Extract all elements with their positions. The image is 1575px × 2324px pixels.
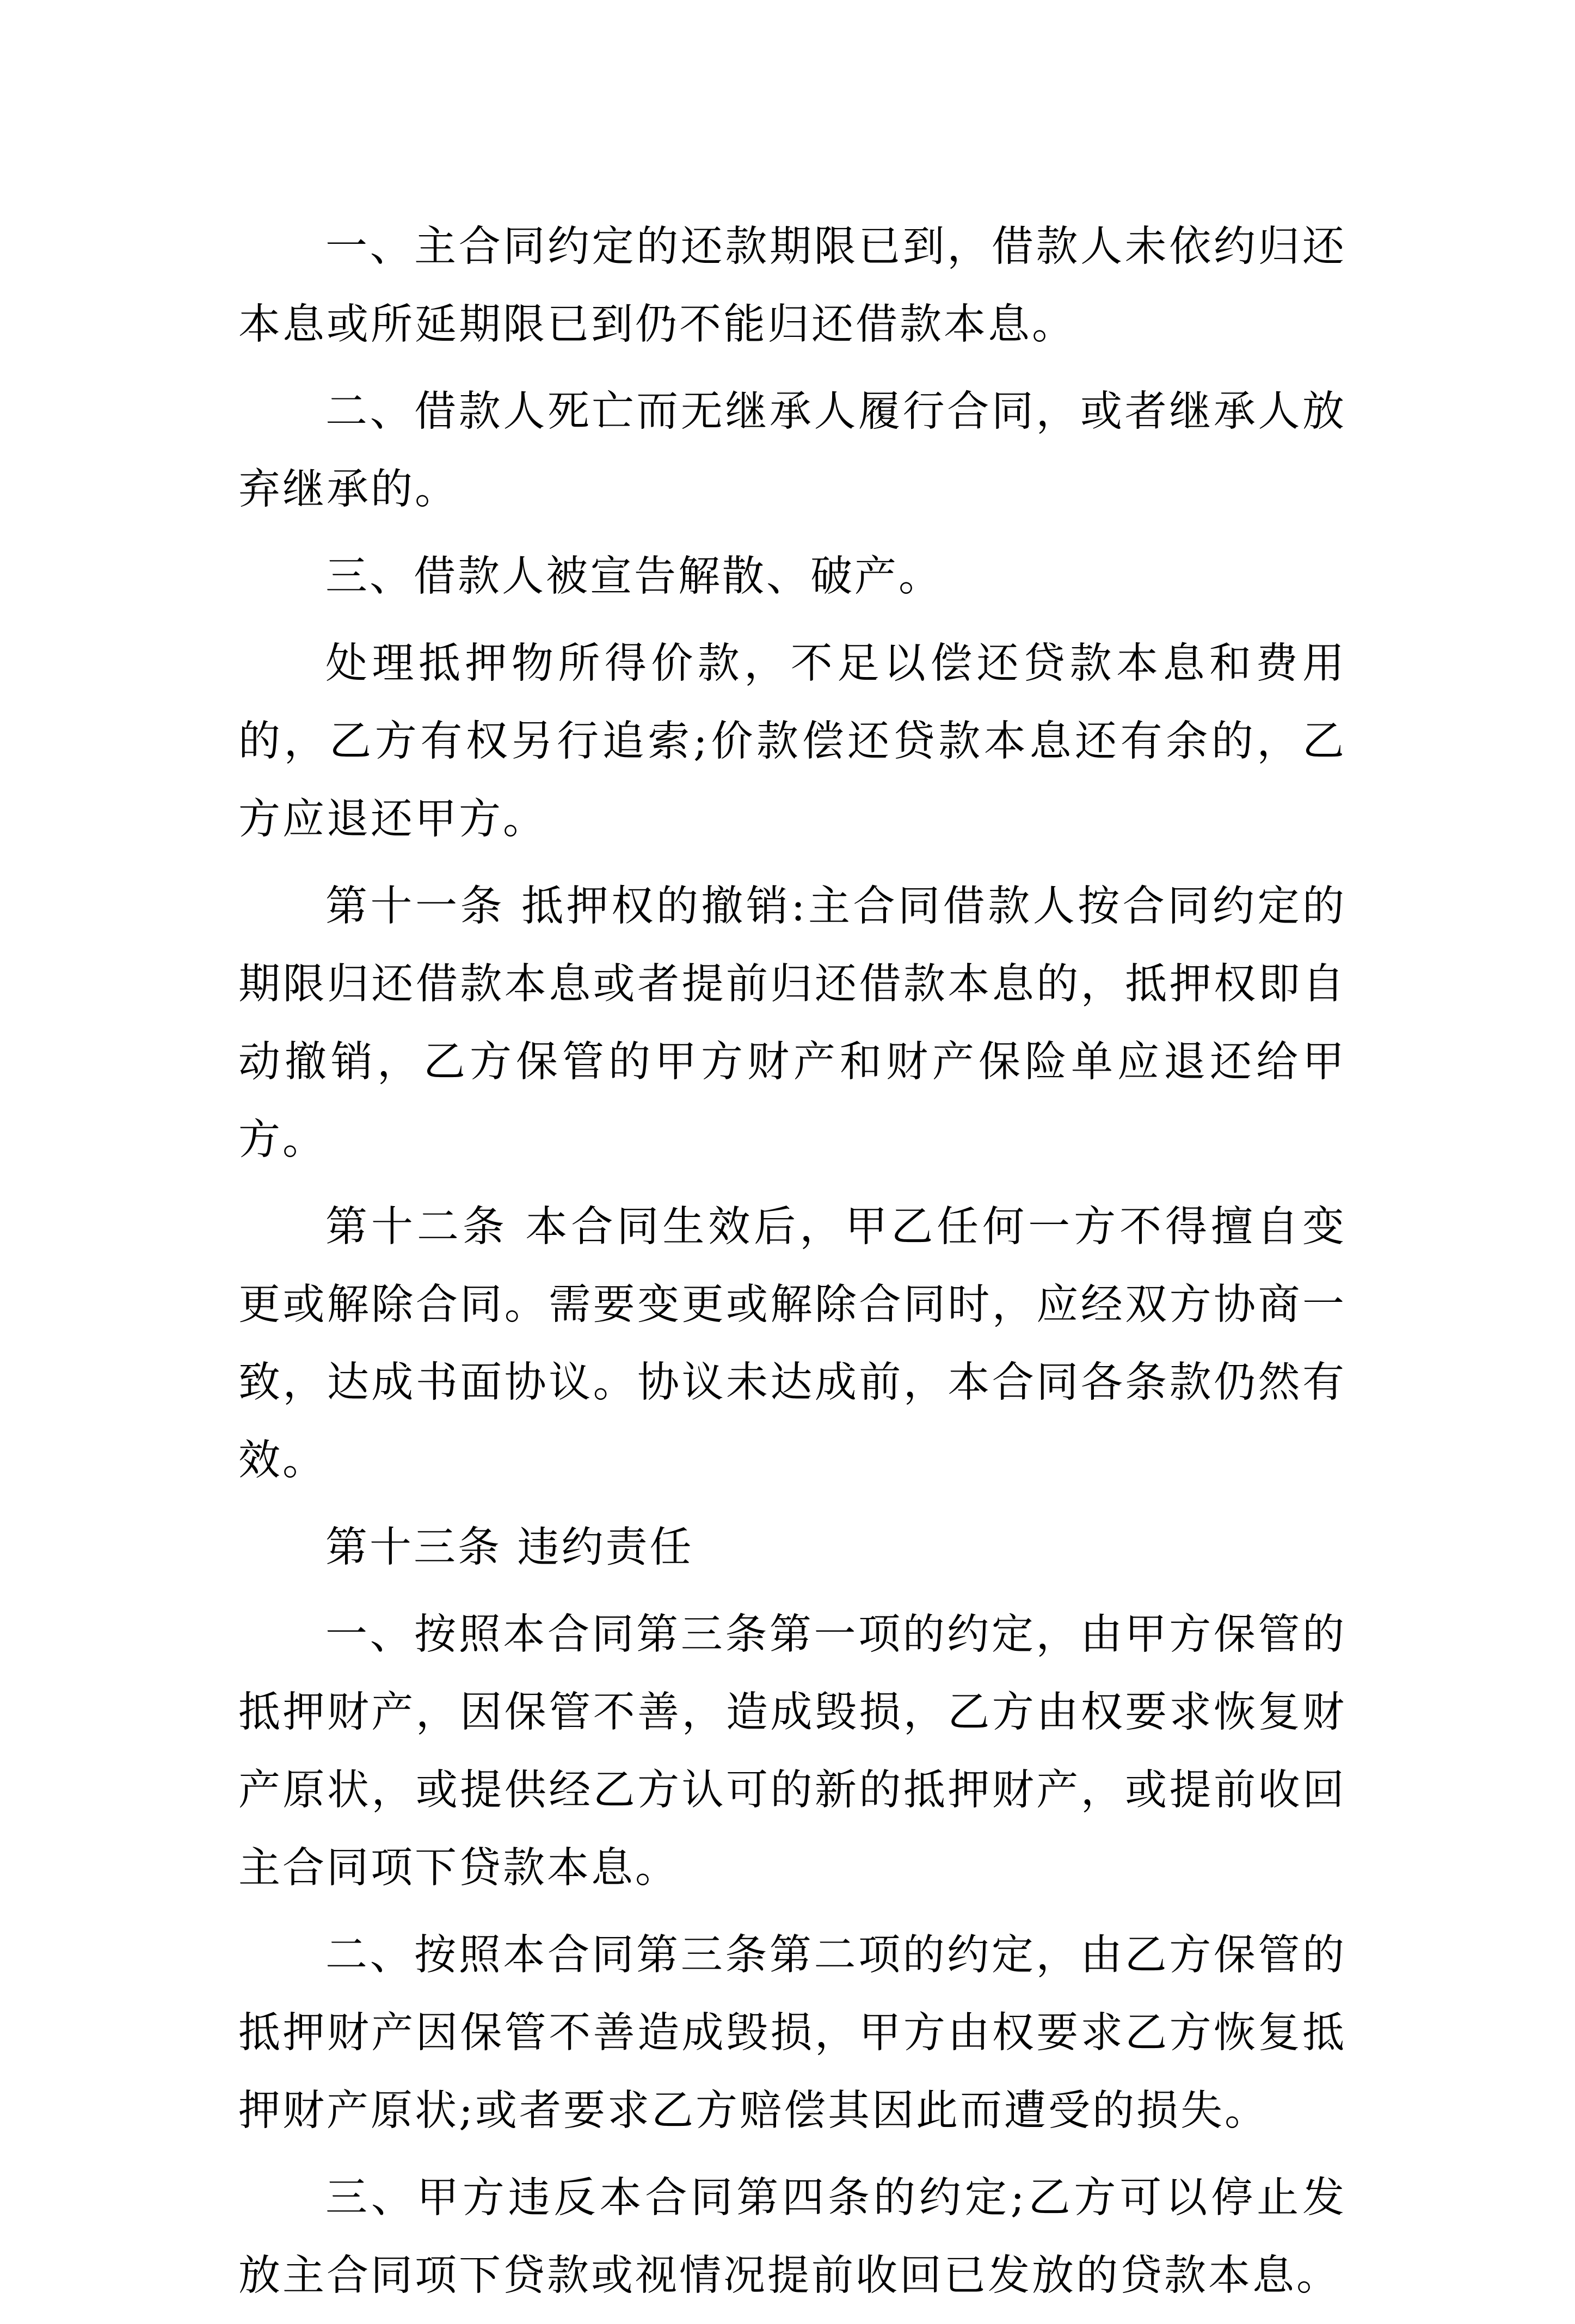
article-13-item-1: 一、按照本合同第三条第一项的约定，由甲方保管的抵押财产，因保管不善，造成毁损，乙方由权要求恢复财产原状，或提供经乙方认可的新的抵押财产，或提前收回主合同项下贷款本息。	[238, 1610, 1346, 1892]
paragraph-4: 处理抵押物所得价款，不足以偿还贷款本息和费用的，乙方有权另行追索;价款偿还贷款本息还有余的，乙方应退还甲方。	[238, 640, 1346, 844]
article-12: 第十二条 本合同生效后，甲乙任何一方不得擅自变更或解除合同。需要变更或解除合同时，应经双方协商一致，达成书面协议。协议未达成前，本合同各条款仍然有效。	[238, 1203, 1346, 1485]
paragraph-2: 二、借款人死亡而无继承人履行合同，或者继承人放弃继承的。	[238, 388, 1346, 514]
article-11: 第十一条 抵押权的撤销:主合同借款人按合同约定的期限归还借款本息或者提前归还借款本息的，抵押权即自动撤销，乙方保管的甲方财产和财产保险单应退还给甲方。	[238, 882, 1346, 1164]
paragraph-3: 三、借款人被宣告解散、破产。	[325, 552, 943, 601]
document-body	[238, 208, 1346, 2324]
article-13-heading: 第十三条 违约责任	[325, 1523, 694, 1572]
paragraph-1: 一、主合同约定的还款期限已到，借款人未依约归还本息或所延期限已到仍不能归还借款本息。	[238, 223, 1346, 349]
article-13-item-2: 二、按照本合同第三条第二项的约定，由乙方保管的抵押财产因保管不善造成毁损，甲方由权要求乙方恢复抵押财产原状;或者要求乙方赔偿其因此而遭受的损失。	[238, 1931, 1346, 2135]
article-13-item-3: 三、甲方违反本合同第四条的约定;乙方可以停止发放主合同项下贷款或视情况提前收回已发放的贷款本息。	[238, 2174, 1346, 2300]
